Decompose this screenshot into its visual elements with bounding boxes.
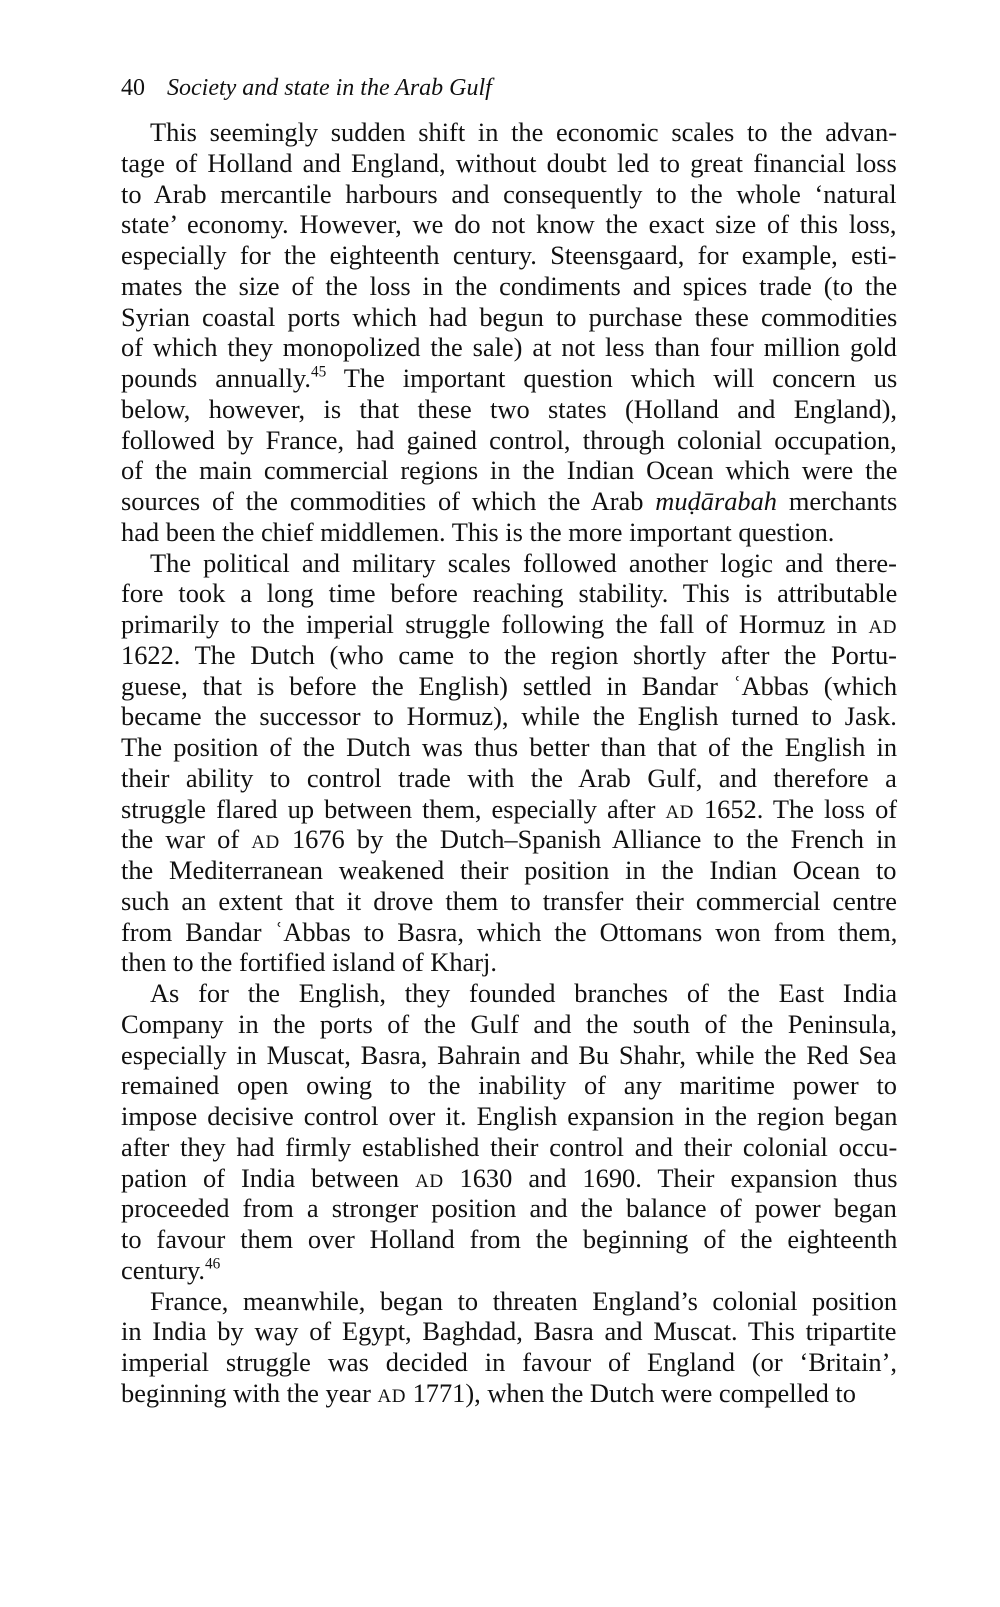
footnote-marker: 45	[310, 363, 327, 381]
text-line: proceeded from a stronger position and the balance of power began	[121, 1193, 897, 1224]
era-abbreviation: AD	[415, 1170, 444, 1192]
text-line: pounds annually.$^{45}$ The important question which will concern us	[121, 363, 898, 393]
text-line: imperial struggle was decided in favour of England (or ‘Britain’,	[121, 1347, 898, 1377]
text-line: primarily to the imperial struggle following the fall of Hormuz in AD	[121, 609, 897, 639]
paragraph	[121, 1286, 897, 1409]
page-number: 40	[121, 75, 145, 101]
era-abbreviation: AD	[251, 832, 280, 854]
text-line: to Arab mercantile harbours and consequently to the whole ‘natural	[121, 178, 897, 209]
text-line: had been the chief middlemen. This is the more important question.	[121, 516, 835, 547]
text-line: state’ economy. However, we do not know the exact size of this loss,	[121, 209, 897, 240]
text-line: their ability to control trade with the Arab Gulf, and therefore a	[121, 762, 897, 793]
text-line: tage of Holland and England, without doubt led to great financial loss	[121, 147, 897, 178]
text-line: Company in the ports of the Gulf and the south of the Peninsula,	[121, 1008, 897, 1039]
text-line: pation of India between AD 1630 and 1690. Their expansion thus	[121, 1162, 898, 1193]
text-line: remained open owing to the inability of any maritime power to	[121, 1070, 897, 1101]
italic-term: muḍārabah	[655, 486, 777, 516]
text-line: impose decisive control over it. English expansion in the region began	[121, 1101, 898, 1131]
text-line: the war of AD 1676 by the Dutch–Spanish Alliance to the French in	[121, 824, 897, 855]
text-line: below, however, is that these two states (Holland and England),	[121, 393, 898, 424]
text-line: sources of the commodities of which the Arab muḍārabah merchants	[121, 486, 898, 516]
text-line: then to the fortified island of Kharj.	[121, 947, 497, 978]
text-line: 1622. The Dutch (who came to the region shortly after the Portu-	[121, 639, 897, 670]
text-line: to favour them over Holland from the beginning of the eighteenth	[121, 1224, 898, 1254]
era-abbreviation: AD	[665, 801, 694, 823]
text-line: of which they monopolized the sale) at not less than four million gold	[121, 332, 897, 363]
text-line: struggle flared up between them, especially after AD 1652. The loss of	[121, 793, 898, 824]
text-line: especially in Muscat, Basra, Bahrain and Bu Shahr, while the Red Sea	[121, 1039, 897, 1070]
text-line: the Mediterranean weakened their position in the Indian Ocean to	[121, 855, 897, 885]
text-line: of the main commercial regions in the Indian Ocean which were the	[121, 455, 898, 486]
paragraph	[121, 978, 897, 1286]
text-line: mates the size of the loss in the condiments and spices trade (to the	[121, 270, 898, 301]
paragraph	[121, 548, 897, 979]
text-line: became the successor to Hormuz), while the English turned to Jask.	[121, 701, 897, 732]
paragraph	[121, 117, 897, 548]
text-line: The position of the Dutch was thus better than that of the English in	[121, 732, 898, 762]
text-line: guese, that is before the English) settled in Bandar ʿAbbas (which	[121, 670, 898, 701]
era-abbreviation: AD	[868, 617, 897, 638]
text-line: followed by France, had gained control, through colonial occupation,	[121, 424, 897, 455]
text-line: beginning with the year AD 1771), when the Dutch were compelled to	[121, 1377, 856, 1408]
text-line: This seemingly sudden shift in the economic scales to the advan-	[150, 117, 897, 147]
text-line: As for the English, they founded branches of the East India	[150, 978, 898, 1008]
book-title: Society and state in the Arab Gulf	[167, 75, 492, 101]
text-line: Syrian coastal ports which had begun to purchase these commodities	[121, 301, 898, 332]
text-line: in India by way of Egypt, Baghdad, Basra and Muscat. This tripartite	[121, 1316, 897, 1347]
text-line: after they had firmly established their control and their colonial occu-	[121, 1131, 898, 1162]
text-line: such an extent that it drove them to transfer their commercial centre	[121, 885, 897, 916]
era-abbreviation: AD	[377, 1385, 406, 1407]
footnote-marker: 46	[205, 1255, 221, 1273]
text-line: France, meanwhile, began to threaten England’s colonial position	[150, 1285, 898, 1316]
text-line: from Bandar ʿAbbas to Basra, which the Ottomans won from them,	[121, 916, 898, 947]
text-line: The political and military scales followed another logic and there-	[150, 547, 897, 578]
text-line: century.$^{46}$	[121, 1254, 221, 1285]
text-line: especially for the eighteenth century. Steensgaard, for example, esti-	[121, 240, 897, 270]
body-text	[121, 117, 897, 1409]
text-line: fore took a long time before reaching stability. This is attributable	[121, 578, 898, 609]
running-head	[121, 73, 492, 103]
